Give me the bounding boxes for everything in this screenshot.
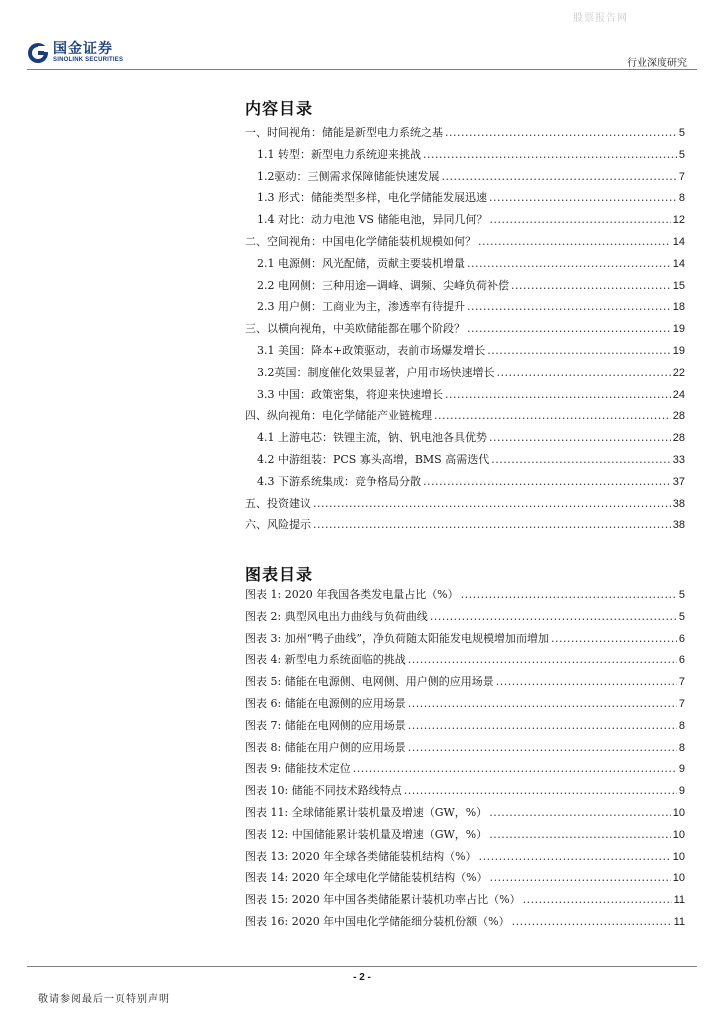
figure-entry-label: 图表 1: 2020 年我国各类发电量占比（%） xyxy=(245,588,459,601)
toc-entry-label: 二、空间视角：中国电化学储能装机规模如何？ xyxy=(245,234,476,248)
dot-leader xyxy=(434,409,671,422)
figure-entry-page: 5 xyxy=(678,589,685,601)
figure-entry-label: 图表 12: 中国储能累计装机量及增速（GW，%） xyxy=(245,827,488,841)
toc-entry[interactable] xyxy=(245,451,685,473)
toc-entry-label: 3.2英国：制度催化效果显著，户用市场快速增长 xyxy=(257,365,495,379)
toc-entry-page: 8 xyxy=(678,192,685,205)
dot-leader xyxy=(487,344,671,357)
toc-entry-page: 33 xyxy=(672,453,685,466)
dot-leader xyxy=(467,257,671,270)
figure-entry-page: 5 xyxy=(678,610,685,623)
toc-entry-page: 24 xyxy=(672,388,685,401)
toc-entry-label: 四、纵向视角：电化学储能产业链梳理 xyxy=(245,409,432,423)
dot-leader xyxy=(408,741,677,754)
figure-entry[interactable] xyxy=(245,760,685,782)
dot-leader xyxy=(408,653,677,666)
toc-entry[interactable] xyxy=(245,298,685,320)
toc-entry-label: 4.3 下游系统集成：竞争格局分散 xyxy=(257,474,421,488)
toc-entry-label: 1.1 转型：新型电力系统迎来挑战 xyxy=(257,147,421,161)
figure-entry-page: 6 xyxy=(678,632,685,645)
dot-leader xyxy=(551,632,677,645)
toc-entry[interactable] xyxy=(245,189,685,211)
toc-entry-page: 18 xyxy=(672,301,685,314)
disclaimer-note: 敬请参阅最后一页特别声明 xyxy=(38,994,170,1005)
dot-leader xyxy=(489,213,670,226)
figure-entry-page: 10 xyxy=(672,872,685,885)
figure-entry-label: 图表 3: 加州“鸭子曲线”，净负荷随太阳能发电规模增加而增加 xyxy=(245,631,549,645)
dot-leader xyxy=(408,719,677,732)
toc-entry-label: 2.3 用户侧：工商业为主，渗透率有待提升 xyxy=(257,300,465,314)
figure-entry[interactable] xyxy=(245,804,685,826)
dot-leader xyxy=(467,322,671,335)
toc-entry[interactable] xyxy=(245,211,685,233)
figures-title: 图表目录 xyxy=(245,565,314,584)
toc-entry-label: 2.1 电源侧：风光配储，贡献主要装机增量 xyxy=(257,256,465,270)
figure-entry[interactable] xyxy=(245,651,685,673)
figure-entry-label: 图表 5: 储能在电源侧、电网侧、用户侧的应用场景 xyxy=(245,675,494,689)
dot-leader xyxy=(353,762,677,775)
toc-entry[interactable] xyxy=(245,386,685,408)
dot-leader xyxy=(512,915,672,928)
toc-entry[interactable] xyxy=(245,495,685,517)
report-category: 行业深度研究 xyxy=(627,58,687,69)
figure-entry-page: 9 xyxy=(678,763,685,776)
toc-entry-page: 7 xyxy=(678,170,685,183)
figure-entry[interactable] xyxy=(245,695,685,717)
toc-entry-page: 5 xyxy=(678,148,685,161)
toc-entry-page: 19 xyxy=(672,344,685,357)
figure-entry-label: 图表 7: 储能在电网侧的应用场景 xyxy=(245,718,406,732)
toc-entry-label: 4.1 上游电芯：铁锂主流，钠、钒电池各具优势 xyxy=(257,431,487,445)
toc-entry-page: 22 xyxy=(672,366,685,379)
dot-leader xyxy=(430,610,677,623)
figure-entry-label: 图表 14: 2020 年全球电化学储能装机结构（%） xyxy=(245,871,488,885)
toc-entry[interactable] xyxy=(245,342,685,364)
toc-entry[interactable] xyxy=(245,407,685,429)
dot-leader xyxy=(467,300,671,313)
dot-leader xyxy=(445,126,677,139)
dot-leader xyxy=(461,588,677,601)
toc-entry-label: 1.2驱动：三侧需求保障储能快速发展 xyxy=(257,169,440,183)
dot-leader xyxy=(404,784,677,797)
figure-entry[interactable] xyxy=(245,826,685,848)
contents-list xyxy=(245,124,685,538)
toc-entry[interactable] xyxy=(245,364,685,386)
figure-entry-label: 图表 8: 储能在用户侧的应用场景 xyxy=(245,740,406,754)
figure-entry-page: 9 xyxy=(678,785,685,798)
footer-divider xyxy=(27,966,697,967)
toc-entry[interactable] xyxy=(245,124,685,146)
dot-leader xyxy=(497,366,671,379)
toc-entry-page: 14 xyxy=(672,257,685,270)
dot-leader xyxy=(489,431,671,444)
toc-entry-page: 5 xyxy=(678,127,685,139)
toc-entry[interactable] xyxy=(245,320,685,342)
toc-entry-label: 3.3 中国：政策密集，将迎来快速增长 xyxy=(257,387,443,401)
toc-entry-page: 38 xyxy=(672,497,685,510)
dot-leader xyxy=(479,850,671,863)
figure-entry-page: 10 xyxy=(672,828,685,841)
dot-leader xyxy=(523,893,672,906)
toc-entry-label: 2.2 电网侧：三种用途—调峰、调频、尖峰负荷补偿 xyxy=(257,278,509,292)
dot-leader xyxy=(490,871,671,884)
figure-entry-label: 图表 2: 典型风电出力曲线与负荷曲线 xyxy=(245,609,428,623)
toc-entry-page: 28 xyxy=(672,410,685,423)
watermark: 股票报告网 xyxy=(573,13,628,24)
figure-entry[interactable] xyxy=(245,739,685,761)
figure-entry-label: 图表 9: 储能技术定位 xyxy=(245,762,351,776)
toc-entry[interactable] xyxy=(245,233,685,255)
page-number: - 2 - xyxy=(353,972,371,983)
dot-leader xyxy=(423,148,677,161)
toc-entry-page: 37 xyxy=(672,475,685,488)
toc-entry-page: 28 xyxy=(672,432,685,445)
dot-leader xyxy=(491,453,671,466)
toc-entry-label: 一、时间视角：储能是新型电力系统之基 xyxy=(245,126,443,139)
dot-leader xyxy=(489,191,677,204)
figure-entry-page: 10 xyxy=(672,850,685,863)
figure-entry[interactable] xyxy=(245,848,685,870)
toc-entry-label: 4.2 中游组装：PCS 寡头高增，BMS 高需迭代 xyxy=(257,452,490,466)
figure-entry-label: 图表 6: 储能在电源侧的应用场景 xyxy=(245,696,406,710)
brand-name-en: SINOLINK SECURITIES xyxy=(53,57,124,63)
dot-leader xyxy=(489,806,671,819)
toc-entry[interactable] xyxy=(245,516,685,538)
toc-entry[interactable] xyxy=(245,277,685,299)
toc-entry[interactable] xyxy=(245,168,685,190)
figure-entry-page: 8 xyxy=(678,719,685,732)
figure-entry[interactable] xyxy=(245,782,685,804)
dot-leader xyxy=(313,518,671,531)
figure-entry[interactable] xyxy=(245,869,685,891)
figure-entry-label: 图表 16: 2020 年中国电化学储能细分装机份额（%） xyxy=(245,914,510,928)
toc-entry-label: 1.3 形式：储能类型多样，电化学储能发展迅速 xyxy=(257,191,487,205)
toc-entry-label: 1.4 对比：动力电池 VS 储能电池，异同几何？ xyxy=(257,213,488,227)
brand-name-cn: 国金证券 xyxy=(53,41,113,57)
toc-entry-page: 38 xyxy=(672,519,685,532)
toc-entry-label: 五、投资建议 xyxy=(245,496,311,510)
figure-entry-label: 图表 15: 2020 年中国各类储能累计装机功率占比（%） xyxy=(245,893,521,907)
figures-list xyxy=(245,586,685,935)
dot-leader xyxy=(423,475,671,488)
toc-entry-label: 3.1 美国：降本+政策驱动，表前市场爆发增长 xyxy=(257,343,486,357)
figure-entry[interactable] xyxy=(245,891,685,913)
dot-leader xyxy=(445,388,671,401)
figure-entry-page: 10 xyxy=(672,806,685,819)
dot-leader xyxy=(408,697,677,710)
brand-logo xyxy=(27,41,123,64)
figure-entry-page: 8 xyxy=(678,741,685,754)
figure-entry-page: 11 xyxy=(673,894,685,907)
sinolink-logo-icon xyxy=(27,42,49,64)
dot-leader xyxy=(313,497,671,510)
toc-entry[interactable] xyxy=(245,255,685,277)
contents-title: 内容目录 xyxy=(245,99,314,118)
figure-entry-page: 11 xyxy=(673,915,685,928)
figure-entry-label: 图表 11: 全球储能累计装机量及增速（GW，%） xyxy=(245,805,488,819)
dot-leader xyxy=(442,170,677,183)
toc-entry-page: 19 xyxy=(672,323,685,336)
figure-entry[interactable] xyxy=(245,717,685,739)
header-divider xyxy=(27,69,697,70)
toc-entry[interactable] xyxy=(245,473,685,495)
dot-leader xyxy=(478,235,671,248)
figure-entry[interactable] xyxy=(245,913,685,935)
figure-entry-page: 7 xyxy=(678,697,685,710)
toc-entry-page: 14 xyxy=(672,235,685,248)
figure-entry-page: 7 xyxy=(678,676,685,689)
toc-entry[interactable] xyxy=(245,429,685,451)
dot-leader xyxy=(489,828,671,841)
toc-entry-label: 六、风险提示 xyxy=(245,518,311,532)
figure-entry-label: 图表 13: 2020 年全球各类储能装机结构（%） xyxy=(245,849,477,863)
dot-leader xyxy=(511,279,671,292)
figure-entry[interactable] xyxy=(245,630,685,652)
dot-leader xyxy=(496,675,677,688)
figure-entry[interactable] xyxy=(245,608,685,630)
figure-entry[interactable] xyxy=(245,673,685,695)
toc-entry-label: 三、以横向视角，中美欧储能都在哪个阶段？ xyxy=(245,322,465,336)
toc-entry-page: 12 xyxy=(672,214,685,227)
figure-entry-page: 6 xyxy=(678,654,685,667)
figure-entry-label: 图表 4: 新型电力系统面临的挑战 xyxy=(245,653,406,667)
toc-entry[interactable] xyxy=(245,146,685,168)
toc-entry-page: 15 xyxy=(672,279,685,292)
figure-entry[interactable] xyxy=(245,586,685,608)
figure-entry-label: 图表 10: 储能不同技术路线特点 xyxy=(245,784,402,798)
